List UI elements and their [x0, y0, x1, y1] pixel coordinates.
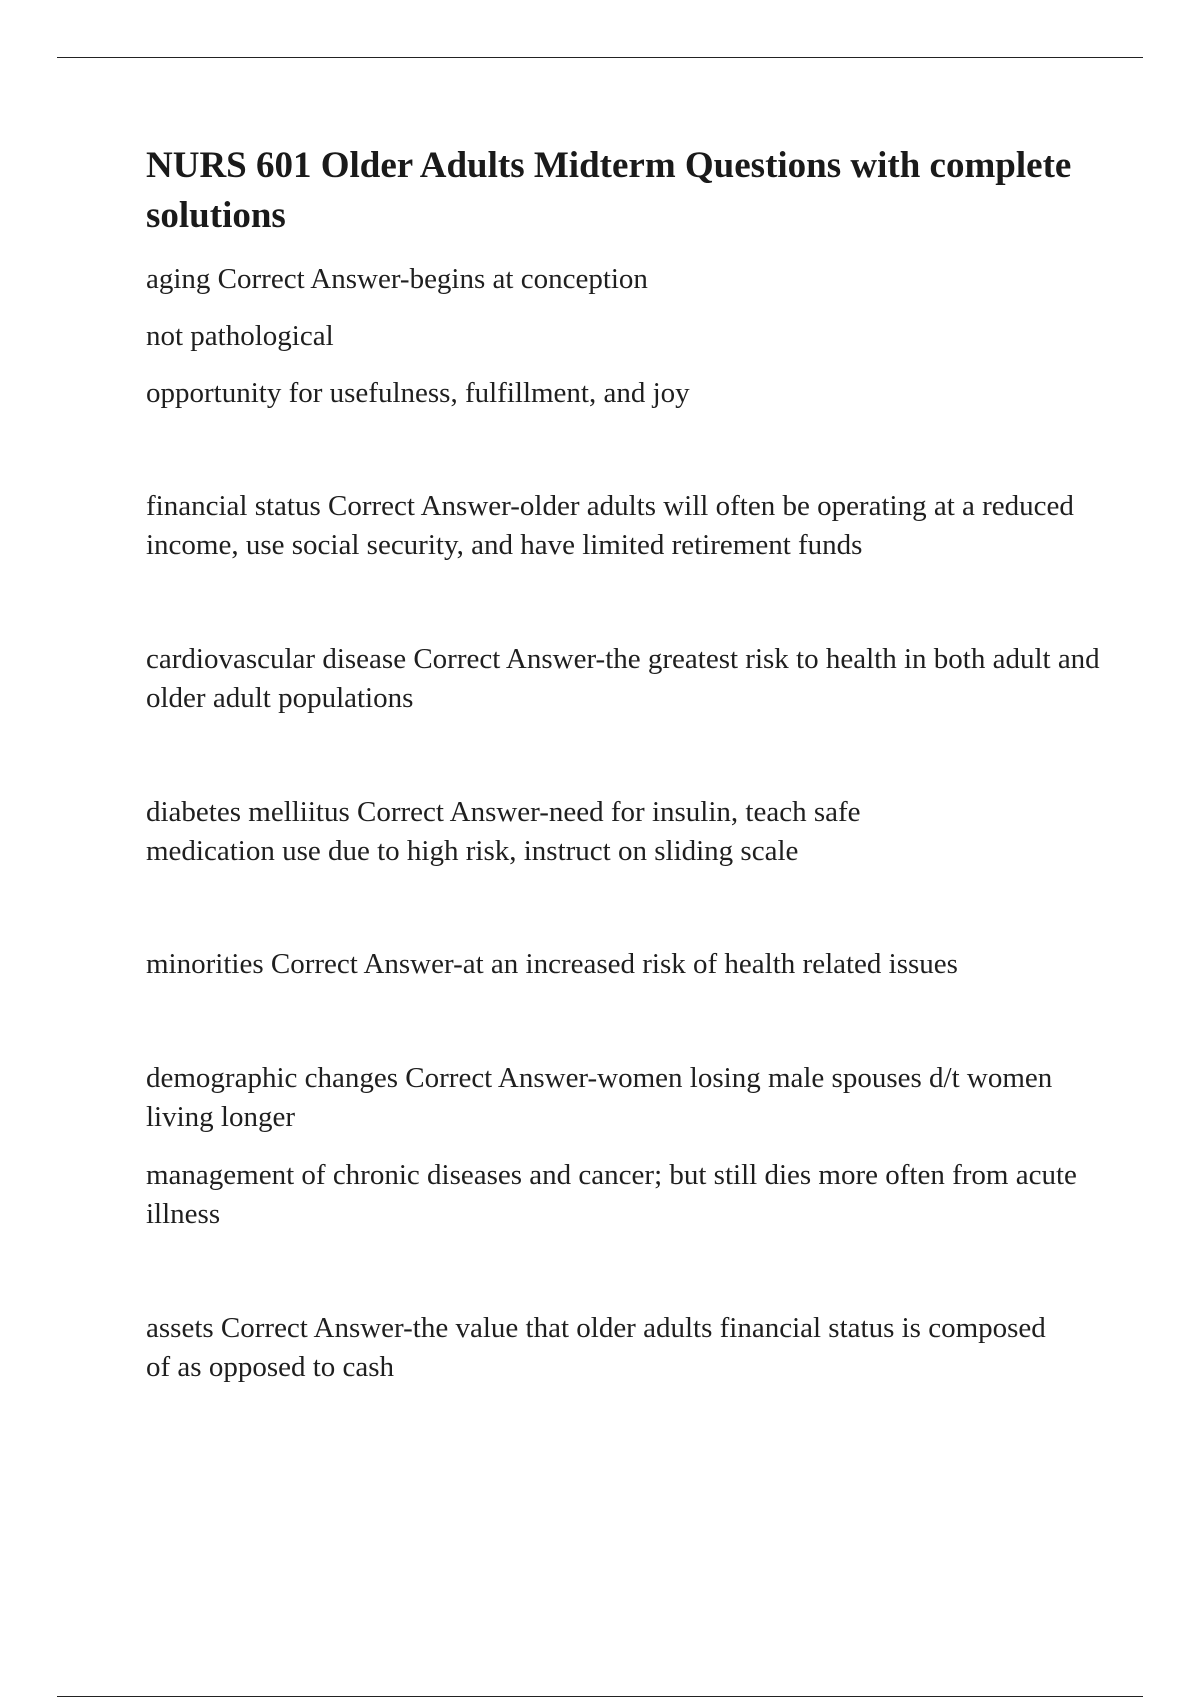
qa-cardiovascular-disease: cardiovascular disease Correct Answer-the greatest risk to health in both adult and older adult populations — [146, 643, 1100, 714]
qa-diabetes-mellitus: diabetes melliitus Correct Answer-need for insulin, teach safe medication use due to high risk, instruct on sliding scale — [146, 796, 861, 867]
bottom-divider — [57, 1696, 1143, 1697]
qa-aging-line-3: opportunity for usefulness, fulfillment, and joy — [146, 377, 690, 409]
qa-aging-line-2: not pathological — [146, 320, 334, 352]
qa-minorities: minorities Correct Answer-at an increased risk of health related issues — [146, 948, 958, 980]
qa-aging: aging Correct Answer-begins at conception — [146, 263, 648, 295]
document-title: NURS 601 Older Adults Midterm Questions with complete solutions — [146, 145, 1072, 236]
qa-assets: assets Correct Answer-the value that older adults financial status is composed of as opposed to cash — [146, 1312, 1046, 1383]
qa-demographic-changes: demographic changes Correct Answer-women losing male spouses d/t women living longer — [146, 1062, 1053, 1133]
qa-demographic-changes-line-2: management of chronic diseases and cancer; but still dies more often from acute illness — [146, 1159, 1077, 1230]
qa-financial-status: financial status Correct Answer-older adults will often be operating at a reduced income, use social security, and have limited retirement funds — [146, 490, 1074, 561]
top-divider — [57, 57, 1143, 58]
